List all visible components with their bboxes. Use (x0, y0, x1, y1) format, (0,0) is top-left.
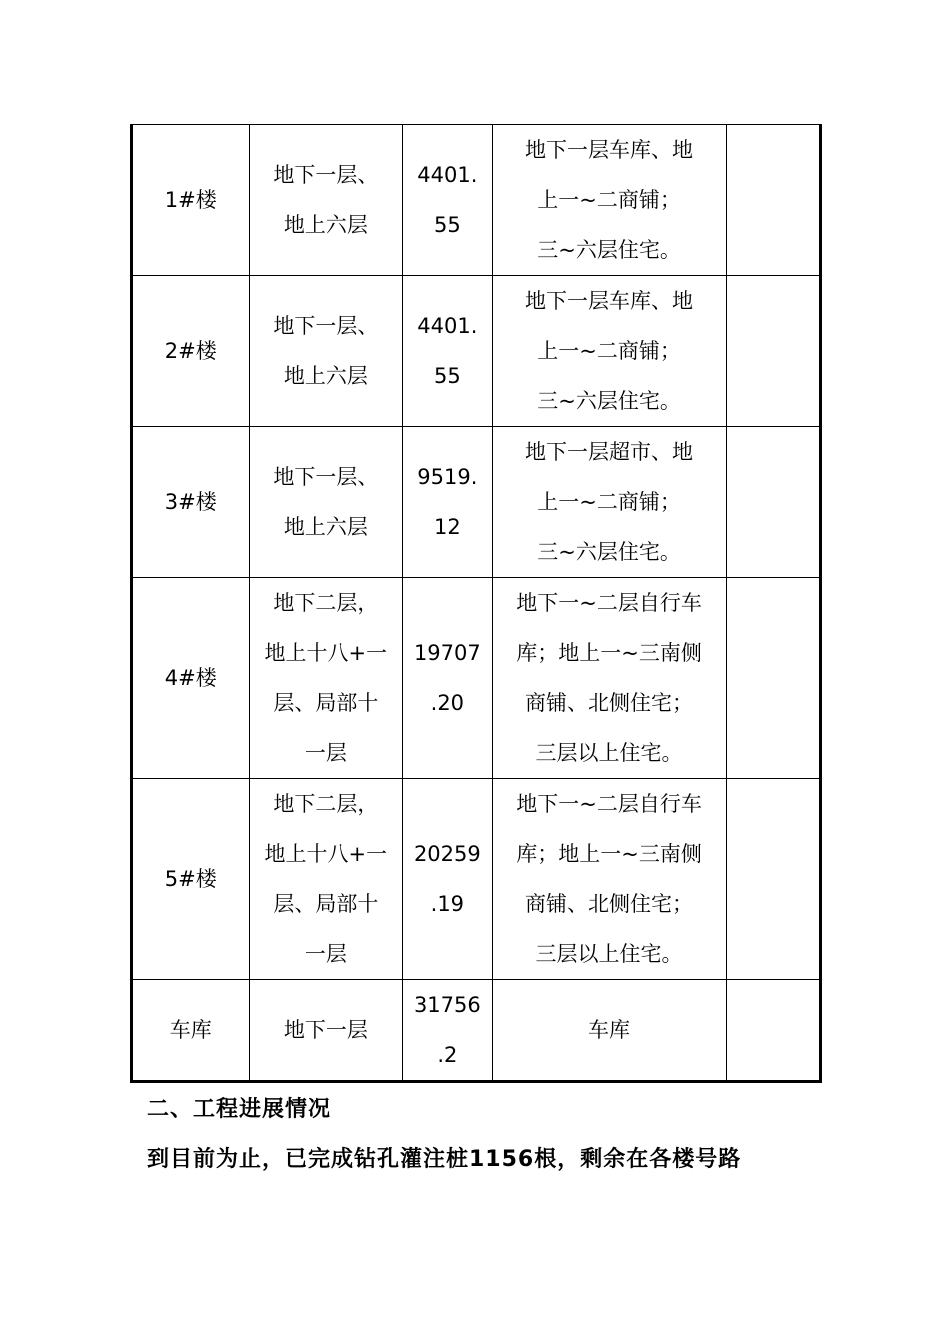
note-cell (726, 779, 820, 980)
note-cell (726, 980, 820, 1082)
usage-line: 三层以上住宅。 (535, 741, 683, 765)
floors-line: 层、局部十 (273, 892, 379, 916)
area-line: 55 (433, 364, 461, 388)
floors-line: 地上十八+一 (264, 641, 388, 665)
area-line: 20259 (413, 842, 481, 866)
area-line: 4401. (417, 314, 478, 338)
floors-line: 地上六层 (283, 213, 368, 237)
floors-line: 地下二层， (273, 792, 379, 816)
floors-line: 层、局部十 (273, 691, 379, 715)
usage-cell (492, 980, 726, 1082)
area-cell (403, 125, 492, 276)
floors-line: 地下二层， (273, 591, 379, 615)
note-cell (726, 427, 820, 578)
usage-line: 商铺、北侧住宅； (525, 892, 694, 916)
building-name-cell: 4#楼 (132, 578, 250, 779)
floors-line: 一层 (304, 942, 347, 966)
building-name-cell: 车库 (132, 980, 250, 1082)
table-row (132, 427, 821, 578)
area-line: 31756 (413, 993, 481, 1017)
usage-line: 车库 (588, 1018, 631, 1042)
floors-line: 地上六层 (283, 515, 368, 539)
usage-cell (492, 427, 726, 578)
usage-line: 地下一层车库、地 (525, 138, 694, 162)
building-name-cell: 2#楼 (132, 276, 250, 427)
building-name-cell: 1#楼 (132, 125, 250, 276)
table-row (132, 578, 821, 779)
usage-line: 商铺、北侧住宅； (525, 691, 694, 715)
area-line: .20 (430, 691, 465, 715)
table-row (132, 980, 821, 1082)
floors-cell (249, 980, 403, 1082)
table-row (132, 125, 821, 276)
area-line: 55 (433, 213, 461, 237)
usage-cell (492, 779, 726, 980)
usage-cell (492, 276, 726, 427)
note-cell (726, 578, 820, 779)
table-row (132, 276, 821, 427)
area-line: 12 (433, 515, 461, 539)
floors-cell (249, 427, 403, 578)
section-heading: 二、工程进展情况 (147, 1097, 332, 1122)
note-cell (726, 125, 820, 276)
floors-line: 地上十八+一 (264, 842, 388, 866)
usage-line: 三~六层住宅。 (537, 540, 681, 564)
usage-cell (492, 578, 726, 779)
usage-line: 上一~二商铺； (537, 188, 681, 212)
usage-line: 地下一~二层自行车 (516, 792, 702, 816)
table-row (132, 779, 821, 980)
usage-line: 地下一层超市、地 (525, 440, 694, 464)
area-cell (403, 779, 492, 980)
floors-line: 地下一层、 (273, 163, 379, 187)
floors-cell (249, 578, 403, 779)
area-cell (403, 276, 492, 427)
area-cell (403, 427, 492, 578)
usage-line: 三~六层住宅。 (537, 389, 681, 413)
floors-line: 地下一层 (283, 1018, 368, 1042)
area-cell (403, 980, 492, 1082)
building-name-cell: 5#楼 (132, 779, 250, 980)
area-cell (403, 578, 492, 779)
usage-line: 三~六层住宅。 (537, 238, 681, 262)
area-line: 4401. (417, 163, 478, 187)
usage-line: 地下一~二层自行车 (516, 591, 702, 615)
floors-line: 地下一层、 (273, 465, 379, 489)
usage-line: 地下一层车库、地 (525, 289, 694, 313)
floors-line: 一层 (304, 741, 347, 765)
note-cell (726, 276, 820, 427)
area-line: 19707 (413, 641, 481, 665)
usage-line: 上一~二商铺； (537, 339, 681, 363)
usage-cell (492, 125, 726, 276)
floors-cell (249, 276, 403, 427)
building-info-table (130, 124, 822, 1083)
usage-line: 库；地上一~三南侧 (516, 842, 702, 866)
floors-cell (249, 125, 403, 276)
area-line: .2 (437, 1043, 458, 1067)
body-paragraph: 到目前为止，已完成钻孔灌注桩1156根，剩余在各楼号路 (147, 1147, 742, 1172)
usage-line: 上一~二商铺； (537, 490, 681, 514)
floors-line: 地上六层 (283, 364, 368, 388)
usage-line: 库；地上一~三南侧 (516, 641, 702, 665)
floors-line: 地下一层、 (273, 314, 379, 338)
floors-cell (249, 779, 403, 980)
area-line: .19 (430, 892, 465, 916)
area-line: 9519. (417, 465, 478, 489)
usage-line: 三层以上住宅。 (535, 942, 683, 966)
building-name-cell: 3#楼 (132, 427, 250, 578)
